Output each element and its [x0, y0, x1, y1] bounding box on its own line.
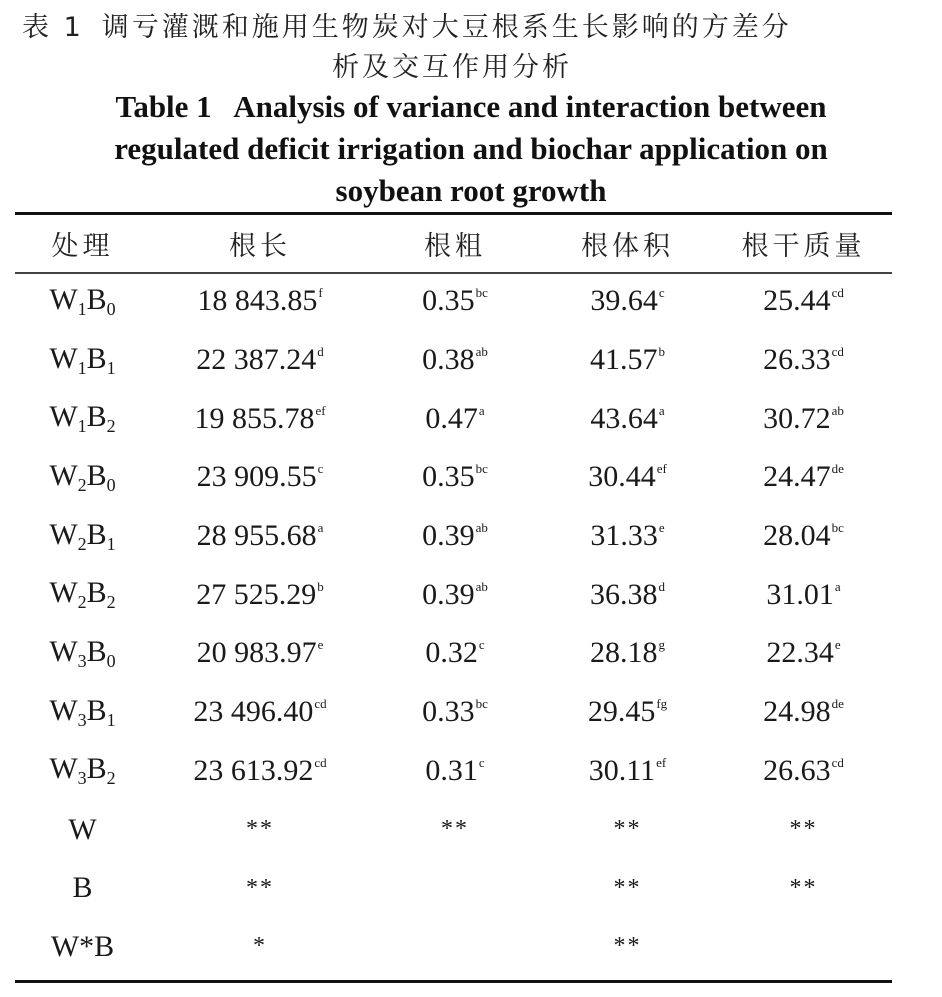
- value: 18 843.85: [197, 284, 318, 318]
- significance-letter: g: [658, 637, 665, 653]
- treatment-cell: [15, 389, 150, 448]
- value: 24.98: [763, 695, 831, 729]
- treatment-w-index: 3: [77, 709, 87, 730]
- value: 31.33: [590, 519, 658, 553]
- value: 28 955.68: [196, 519, 317, 553]
- treatment-b: B: [86, 634, 107, 668]
- treatment-b: B: [86, 341, 107, 375]
- significance-letter: cd: [831, 285, 844, 301]
- treatment-w: W: [49, 341, 78, 375]
- treatment-b-index: 0: [106, 298, 116, 319]
- significance-cell: [370, 859, 540, 918]
- chinese-title-line2: 析及交互作用分析: [332, 52, 572, 83]
- table-body: [15, 272, 892, 976]
- value: 0.38: [422, 343, 475, 377]
- value-cell: [540, 624, 715, 683]
- value-cell: [370, 389, 540, 448]
- significance-letter: fg: [656, 696, 668, 712]
- value-cell: [370, 565, 540, 624]
- factor-label: W*B: [50, 929, 115, 963]
- treatment-cell: [15, 683, 150, 742]
- value-cell: [715, 331, 892, 390]
- value-cell: [540, 683, 715, 742]
- treatment-b-index: 1: [106, 357, 116, 378]
- value: 43.64: [590, 401, 658, 435]
- value: 26.63: [763, 753, 831, 787]
- value-cell: [715, 272, 892, 331]
- value: 30.72: [763, 401, 831, 435]
- treatment-w-index: 2: [77, 592, 87, 613]
- treatment-cell: [15, 565, 150, 624]
- value-cell: [150, 683, 370, 742]
- significance-letter: d: [317, 344, 324, 360]
- treatment-w-index: 3: [77, 768, 87, 789]
- treatment-b-index: 0: [106, 650, 116, 671]
- table-row: [15, 507, 892, 566]
- value-cell: [370, 742, 540, 801]
- value: 36.38: [590, 577, 658, 611]
- value-cell: [715, 624, 892, 683]
- treatment-w: W: [49, 576, 78, 610]
- bottom-rule: [15, 980, 892, 983]
- value: 30.44: [588, 460, 656, 494]
- significance-cell: [715, 918, 892, 977]
- significance-cell: **: [441, 816, 469, 843]
- treatment-b: B: [86, 458, 107, 492]
- treatment-b: B: [86, 576, 107, 610]
- treatment-b-index: 1: [106, 533, 116, 554]
- table-row: [15, 448, 892, 507]
- significance-cell: **: [246, 874, 274, 901]
- significance-letter: de: [831, 696, 844, 712]
- significance-letter: e: [658, 520, 665, 536]
- value-cell: [370, 507, 540, 566]
- value-cell: [150, 389, 370, 448]
- significance-letter: de: [831, 461, 844, 477]
- chinese-title-line1: 调亏灌溉和施用生物炭对大豆根系生长影响的方差分: [101, 12, 792, 43]
- significance-letter: a: [834, 578, 841, 594]
- table-label: 表 1: [22, 12, 84, 43]
- english-title-line3: soybean root growth: [335, 173, 607, 208]
- value: 23 496.40: [193, 695, 314, 729]
- value-cell: [540, 389, 715, 448]
- significance-letter: d: [658, 578, 665, 594]
- value: 19 855.78: [194, 401, 315, 435]
- significance-cell: **: [613, 874, 642, 901]
- value: 0.47: [425, 401, 478, 435]
- significance-letter: a: [658, 402, 665, 418]
- value: 39.64: [590, 284, 658, 318]
- treatment-b-index: 2: [106, 768, 116, 789]
- value: 20 983.97: [196, 636, 317, 670]
- treatment-b: B: [86, 752, 107, 786]
- treatment-b: B: [86, 282, 107, 316]
- table-row: [15, 272, 892, 331]
- treatment-b-index: 0: [106, 474, 116, 495]
- value: 0.35: [422, 460, 475, 494]
- value: 23 909.55: [196, 460, 317, 494]
- significance-letter: cd: [831, 344, 844, 360]
- treatment-w: W: [49, 517, 78, 551]
- value-cell: [715, 448, 892, 507]
- significance-letter: ef: [656, 754, 667, 770]
- significance-letter: c: [478, 754, 485, 770]
- significance-letter: bc: [475, 696, 488, 712]
- treatment-cell: [15, 624, 150, 683]
- value-cell: [540, 507, 715, 566]
- significance-letter: cd: [831, 754, 844, 770]
- value-cell: [150, 565, 370, 624]
- value-cell: [540, 742, 715, 801]
- value-cell: [715, 389, 892, 448]
- significance-letter: b: [658, 344, 665, 360]
- treatment-w: W: [49, 752, 78, 786]
- value-cell: [370, 331, 540, 390]
- significance-letter: c: [658, 285, 665, 301]
- significance-cell: *: [253, 933, 267, 960]
- treatment-cell: [15, 272, 150, 331]
- significance-letter: bc: [475, 285, 488, 301]
- header-row: [15, 215, 892, 272]
- header-root-dry-mass: 根干质量: [741, 231, 866, 262]
- treatment-b-index: 2: [106, 416, 116, 437]
- value: 28.18: [590, 636, 658, 670]
- treatment-cell: [15, 448, 150, 507]
- factor-label: W: [68, 812, 97, 846]
- header-root-length: 根长: [229, 231, 291, 262]
- value-cell: [150, 624, 370, 683]
- significance-cell: [370, 918, 540, 977]
- treatment-w-index: 1: [77, 357, 87, 378]
- significance-cell: **: [789, 816, 818, 843]
- significance-cell: **: [613, 933, 642, 960]
- treatment-w: W: [49, 634, 78, 668]
- significance-letter: ab: [831, 402, 844, 418]
- treatment-w-index: 2: [77, 474, 87, 495]
- anova-table: [15, 215, 892, 976]
- value-cell: [370, 272, 540, 331]
- value: 0.39: [422, 577, 475, 611]
- table-row: [15, 389, 892, 448]
- value: 28.04: [763, 519, 831, 553]
- significance-letter: e: [317, 637, 324, 653]
- value: 41.57: [590, 343, 658, 377]
- significance-letter: ab: [475, 578, 488, 594]
- treatment-w: W: [49, 400, 78, 434]
- treatment-w-index: 1: [77, 416, 87, 437]
- value: 23 613.92: [193, 753, 314, 787]
- significance-letter: c: [317, 461, 324, 477]
- header-root-diameter: 根粗: [424, 231, 486, 262]
- value-cell: [150, 272, 370, 331]
- treatment-b: B: [86, 517, 107, 551]
- value-cell: [540, 448, 715, 507]
- significance-row: [15, 918, 892, 977]
- treatment-cell: [15, 742, 150, 801]
- significance-row: [15, 859, 892, 918]
- significance-cell: **: [789, 874, 818, 901]
- value: 0.31: [425, 753, 478, 787]
- treatment-cell: [15, 507, 150, 566]
- treatment-w-index: 2: [77, 533, 87, 554]
- significance-letter: ab: [475, 344, 488, 360]
- english-title: [0, 86, 942, 212]
- treatment-w: W: [49, 458, 78, 492]
- value-cell: [370, 683, 540, 742]
- value-cell: [715, 742, 892, 801]
- significance-letter: ab: [475, 520, 488, 536]
- significance-letter: bc: [831, 520, 844, 536]
- value-cell: [540, 331, 715, 390]
- value: 24.47: [763, 460, 831, 494]
- significance-letter: bc: [475, 461, 488, 477]
- table-row: [15, 624, 892, 683]
- value: 22.34: [766, 636, 834, 670]
- treatment-w: W: [49, 693, 78, 727]
- treatment-w: W: [49, 282, 78, 316]
- treatment-cell: [15, 331, 150, 390]
- value: 25.44: [763, 284, 831, 318]
- value-cell: [150, 331, 370, 390]
- header-treatment: 处理: [51, 231, 114, 262]
- value-cell: [715, 565, 892, 624]
- english-title-line1: Table 1 Analysis of variance and interaction between: [115, 89, 827, 124]
- value-cell: [150, 742, 370, 801]
- treatment-b-index: 1: [106, 709, 116, 730]
- value-cell: [715, 507, 892, 566]
- significance-cell: **: [613, 816, 642, 843]
- table-row: [15, 683, 892, 742]
- significance-letter: f: [318, 285, 323, 301]
- significance-letter: cd: [314, 696, 327, 712]
- table-row: [15, 331, 892, 390]
- value: 0.35: [422, 284, 475, 318]
- value-cell: [370, 624, 540, 683]
- value: 0.32: [425, 636, 478, 670]
- header-root-volume: 根体积: [581, 231, 674, 262]
- value-cell: [370, 448, 540, 507]
- value: 0.39: [422, 519, 475, 553]
- significance-letter: ef: [315, 402, 326, 418]
- value: 27 525.29: [196, 577, 317, 611]
- treatment-b-index: 2: [106, 592, 116, 613]
- chinese-title: [22, 8, 922, 88]
- value: 0.33: [422, 695, 475, 729]
- value: 30.11: [588, 753, 656, 787]
- treatment-b: B: [86, 400, 107, 434]
- english-title-line2: regulated deficit irrigation and biochar application on: [114, 131, 828, 166]
- significance-letter: a: [317, 520, 324, 536]
- significance-row: [15, 800, 892, 859]
- treatment-w-index: 1: [77, 298, 87, 319]
- value: 29.45: [587, 695, 656, 729]
- table-row: [15, 742, 892, 801]
- table-row: [15, 565, 892, 624]
- value-cell: [540, 272, 715, 331]
- treatment-b: B: [86, 693, 107, 727]
- treatment-w-index: 3: [77, 650, 87, 671]
- value-cell: [540, 565, 715, 624]
- value: 31.01: [766, 577, 834, 611]
- value-cell: [715, 683, 892, 742]
- value: 26.33: [763, 343, 831, 377]
- significance-letter: a: [478, 402, 485, 418]
- significance-letter: b: [317, 578, 324, 594]
- significance-letter: e: [834, 637, 841, 653]
- significance-letter: ef: [656, 461, 667, 477]
- factor-label: B: [72, 871, 93, 905]
- value-cell: [150, 448, 370, 507]
- value: 22 387.24: [196, 343, 317, 377]
- significance-letter: c: [478, 637, 485, 653]
- value-cell: [150, 507, 370, 566]
- significance-cell: **: [246, 816, 274, 843]
- significance-letter: cd: [314, 754, 327, 770]
